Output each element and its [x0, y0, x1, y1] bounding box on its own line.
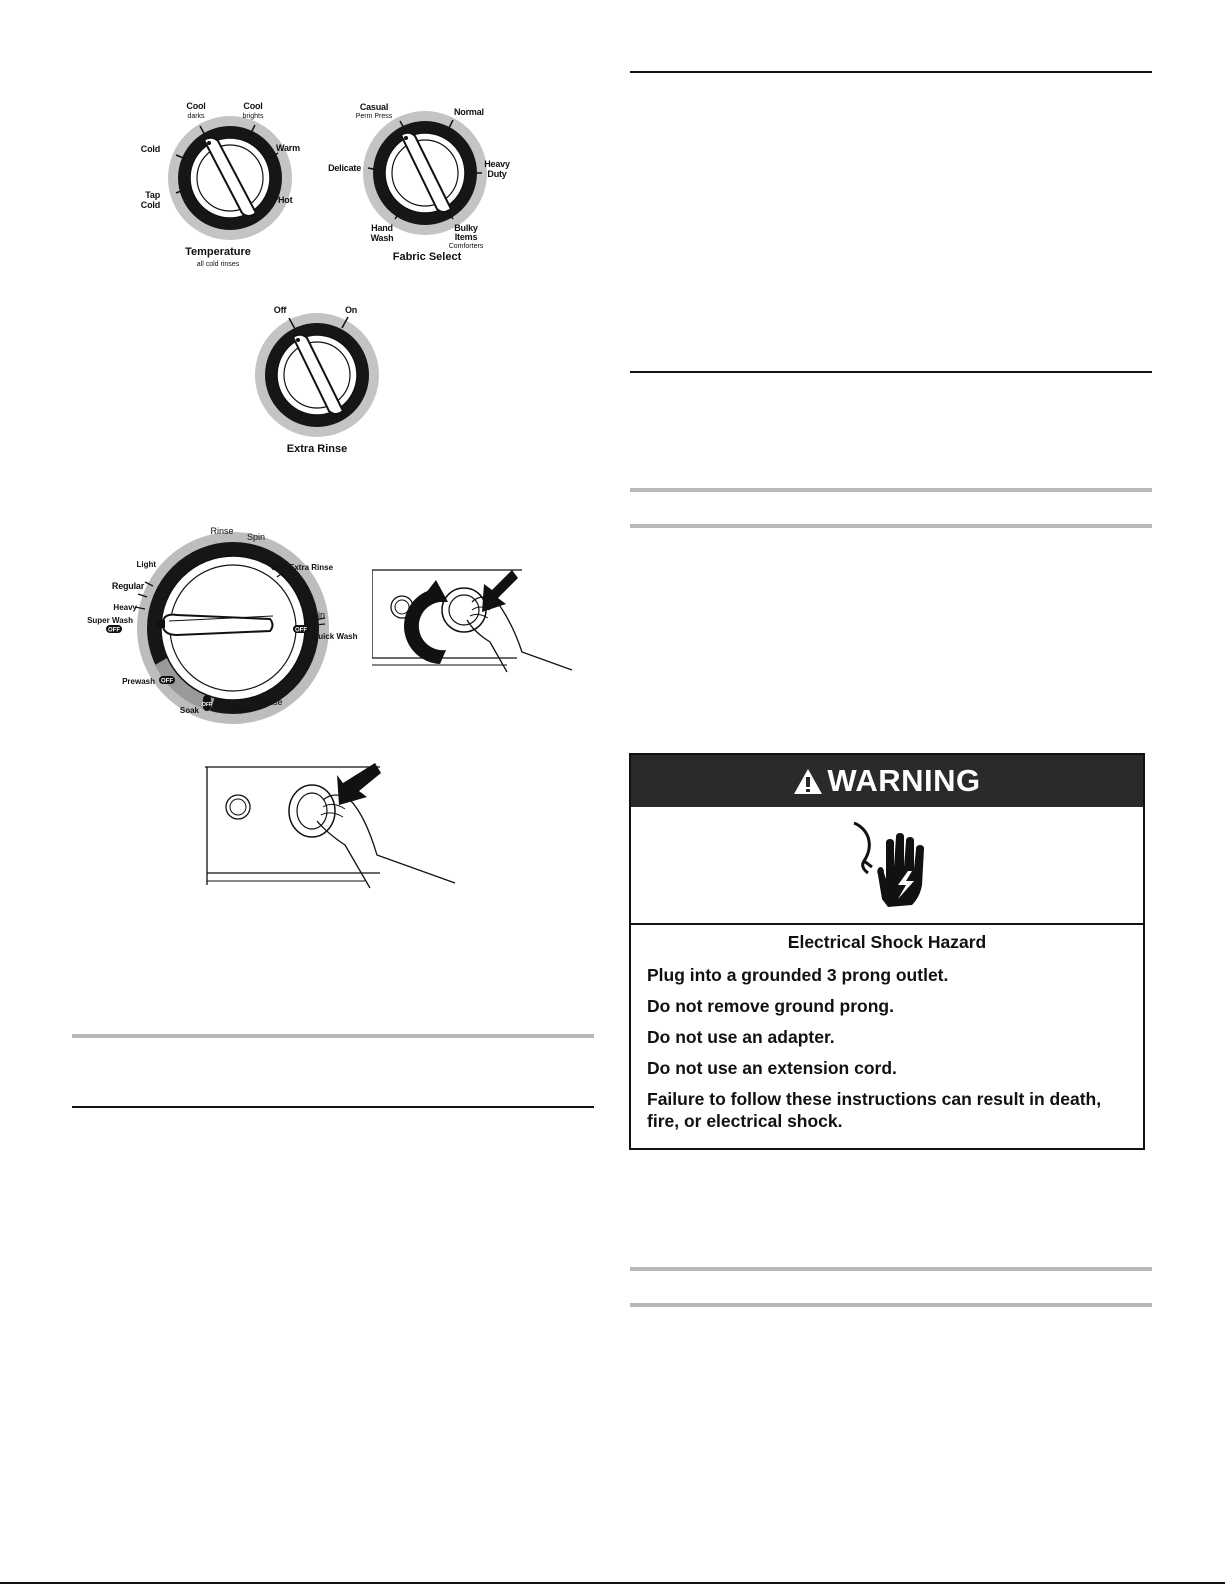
- temp-label-cool-brights-sub: brights: [242, 113, 264, 120]
- temperature-and-fabric-dials: [120, 95, 520, 275]
- section-rule-right-1: [630, 71, 1152, 73]
- fabric-label-bulky-2: Items: [454, 232, 478, 242]
- cycle-label-light: Light: [136, 560, 156, 569]
- temp-label-tap-cold-2: Cold: [140, 200, 160, 210]
- fabric-label-heavy-duty-1: Heavy: [484, 159, 510, 169]
- cycle-label-quick-wash: Quick Wash: [312, 632, 358, 641]
- section-rule-right-2: [630, 371, 1152, 373]
- temp-label-cool-brights: Cool: [243, 101, 263, 111]
- cycle-label-spin-top: Spin: [246, 532, 266, 542]
- hand-turning-dial-illustration: [372, 562, 582, 687]
- cycle-label-rinse-top: Rinse: [210, 526, 234, 536]
- temp-label-hot: Hot: [278, 195, 293, 205]
- section-rule-left-black: [72, 1106, 594, 1108]
- fabric-label-casual: Casual: [359, 102, 389, 112]
- cycle-label-super-wash: Super Wash: [87, 616, 133, 625]
- extra-rinse-label-off: Off: [273, 305, 287, 315]
- fabric-label-delicate: Delicate: [328, 163, 361, 173]
- fabric-dial-title: Fabric Select: [392, 251, 462, 263]
- warning-header-text: WARNING: [827, 763, 981, 798]
- electrical-shock-hand-icon: [842, 819, 932, 911]
- cycle-label-rinse-bottom: Rinse: [259, 697, 283, 707]
- cycle-selector-dial: [85, 525, 365, 730]
- cycle-label-soak: Soak: [179, 706, 199, 715]
- warning-triangle-icon: [793, 768, 823, 795]
- cycle-label-off-extra: OFF: [271, 565, 285, 572]
- warning-subtitle: Electrical Shock Hazard: [787, 932, 987, 952]
- fabric-label-bulky-sub: Comforters: [448, 243, 484, 250]
- temp-label-cool-darks-sub: darks: [187, 113, 205, 120]
- fabric-label-normal: Normal: [454, 107, 484, 117]
- page-bottom-rule: [0, 1582, 1225, 1584]
- cycle-label-prewash: Prewash: [122, 677, 155, 686]
- cycle-label-extra-rinse: Extra Rinse: [289, 563, 334, 572]
- warning-line-4: Do not use an extension cord.: [647, 1058, 897, 1078]
- cycle-label-heavy: Heavy: [113, 603, 137, 612]
- section-rule-right-3: [630, 488, 1152, 492]
- hand-pulling-knob-illustration: [205, 755, 470, 900]
- fabric-select-dial: [328, 102, 510, 263]
- extra-rinse-label-on: On: [344, 305, 358, 315]
- temp-label-cool-darks: Cool: [186, 101, 206, 111]
- cycle-label-off-super: OFF: [108, 627, 120, 634]
- warning-line-1: Plug into a grounded 3 prong outlet.: [647, 965, 949, 985]
- temp-label-cold: Cold: [140, 144, 160, 154]
- fabric-label-casual-sub: Perm Press: [355, 113, 393, 120]
- cycle-label-off-prewash: OFF: [161, 678, 173, 685]
- section-rule-left-gray: [72, 1034, 594, 1038]
- temperature-dial-subtitle: all cold rinses: [196, 261, 240, 268]
- temperature-dial-title: Temperature: [185, 246, 251, 258]
- section-rule-right-4: [630, 524, 1152, 528]
- cycle-label-regular: Regular: [111, 581, 144, 591]
- section-rule-right-5: [630, 1267, 1152, 1271]
- fabric-label-hand-wash-1: Hand: [371, 223, 393, 233]
- extra-rinse-dial: [245, 300, 395, 460]
- temp-label-warm: Warm: [276, 143, 300, 153]
- warning-icon-area: [631, 807, 1143, 925]
- temperature-dial: [141, 101, 300, 268]
- warning-line-3: Do not use an adapter.: [647, 1027, 835, 1047]
- cycle-label-off-quick: OFF: [295, 627, 307, 634]
- cycle-label-spin-right: Spin: [307, 610, 326, 620]
- cycle-label-spin-bottom: Spin: [232, 704, 252, 714]
- fabric-label-hand-wash-2: Wash: [370, 233, 394, 243]
- fabric-label-heavy-duty-2: Duty: [487, 169, 507, 179]
- fabric-label-bulky-1: Bulky: [454, 223, 478, 233]
- warning-box: [629, 753, 1145, 1150]
- extra-rinse-dial-title: Extra Rinse: [286, 443, 348, 455]
- warning-body: [631, 925, 1143, 1132]
- warning-line-5: Failure to follow these instructions can result in death, fire, or electrical shock.: [647, 1089, 1102, 1131]
- warning-line-2: Do not remove ground prong.: [647, 996, 894, 1016]
- temp-label-tap-cold-1: Tap: [145, 190, 160, 200]
- cycle-label-off-soak: OFF: [202, 702, 212, 708]
- section-rule-right-6: [630, 1303, 1152, 1307]
- warning-header: [631, 755, 1143, 807]
